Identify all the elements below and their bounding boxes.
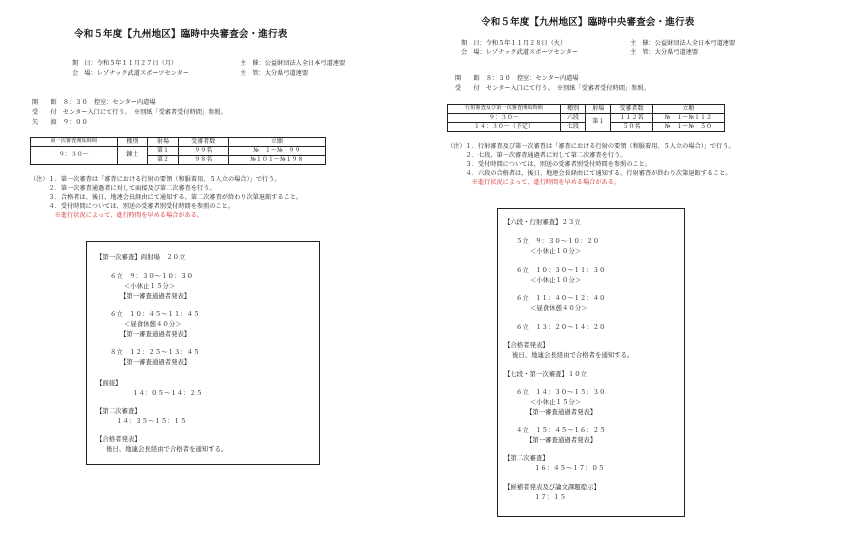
right-venue: 会 場：レゾナック武道スポーツセンター — [461, 49, 578, 56]
box-line: ５立 ９：３０～１０：２０ — [516, 237, 600, 245]
right-red-note: ※進行状況によって、進行時間を早める場合がある。 — [447, 179, 621, 186]
box-line: ６立 １４：３０～１５：３０ — [516, 388, 606, 396]
left-note-1: （注）１．第一次審査は「審査における行射の要領（和服着用、５人立の場合）」で行う。 — [30, 176, 281, 183]
box-line: １６：４５～１７：０５ — [534, 464, 605, 472]
left-red-note: ※進行状況によって、進行時間を早める場合がある。 — [30, 212, 204, 219]
box-line: ＜昼食休憩４０分＞ — [530, 304, 588, 312]
box-line: ＜小休止１０分＞ — [530, 247, 582, 255]
box-line: 後日、地連会長経由で合格者を通知する。 — [106, 445, 228, 453]
order-cell: № １～№ ５０ — [652, 123, 724, 132]
right-note-1: （注）１．行射審査及び第一次審査は「審査における行射の要領（和服着用、５人立の場合）」で行う。 — [447, 143, 735, 150]
box-line: ＜小休止１０分＞ — [530, 276, 582, 284]
left-schedule-table — [30, 137, 326, 165]
left-date: 期 日：令和５年１１月２７日（月） — [72, 60, 178, 67]
box-line: 【七段・第一次審査】１０立 — [504, 370, 588, 378]
box-line: 【第二次審査】 — [504, 454, 549, 462]
start-time-cell: ９：３０～ — [31, 147, 118, 165]
right-page-title: 令和５年度【九州地区】臨時中央審査会・進行表 — [481, 17, 695, 28]
box-line: 【候補者発表及び論文課題提示】 — [504, 483, 600, 491]
box-line: ８立 １２：２５～１３：４５ — [110, 348, 200, 356]
left-venue: 会 場：レゾナック武道スポーツセンター — [72, 70, 189, 77]
box-line: １４：３５～１５：１５ — [116, 417, 187, 425]
box-line: 【第一審査通過者発表】 — [120, 292, 191, 300]
left-sponsor: 主 催：公益財団法人全日本弓道連盟 — [240, 60, 346, 67]
place-cell: 第１ — [148, 147, 179, 156]
right-note-2: ２．七段、第一次審査通過者に対して第二次審査を行う。 — [447, 152, 627, 159]
left-reception: 受 付 センター入口にて行う。 ※別紙「受審者受付時間」参照。 — [32, 109, 227, 116]
right-note-4: ４．六段の合格者は、後日、地連会長経由にて通知する。行射審査が終わり次第退館すること。 — [447, 170, 732, 177]
place-cell: 第２ — [148, 156, 179, 165]
left-manager: 主 管：大分県弓道連盟 — [240, 70, 309, 77]
right-date: 期 日：令和５年１１月２８日（火） — [461, 40, 567, 47]
category-cell: 七段 — [560, 123, 585, 132]
right-note-3: ３．受付時間については、別送の受審者別受付時間を参照のこと。 — [447, 161, 652, 168]
box-line: 【第一審査通過者発表】 — [526, 408, 597, 416]
table-header: 射場 — [586, 105, 611, 114]
table-header: 第一次審査開始時間 — [31, 138, 118, 147]
right-reception: 受 付 センター入口にて行う。 ※別紙「受審者受付時間」参照。 — [455, 85, 650, 92]
right-schedule-box — [497, 208, 685, 517]
box-line: ６立 ９：３０～１０：３０ — [110, 272, 194, 280]
box-line: ＜昼食休憩４０分＞ — [124, 320, 182, 328]
left-note-2: ２．第一次審査通過者に対して面接及び第二次審査を行う。 — [30, 185, 216, 192]
left-schedule-box — [86, 241, 320, 465]
left-yaku: 矢 渡 ９：００ — [32, 119, 88, 126]
box-line: ＜小休止１５分＞ — [124, 282, 176, 290]
right-manager: 主 管：大分県弓道連盟 — [630, 49, 699, 56]
table-header: 種別 — [560, 105, 585, 114]
category-cell: 錬士 — [117, 147, 148, 165]
box-line: 【第一審査通過者発表】 — [526, 436, 597, 444]
left-note-4: ４．受付時間については、別送の受審者別受付時間を参照のこと。 — [30, 203, 235, 210]
table-header: 立順 — [228, 138, 325, 147]
box-line: ６立 １０：３０～１１：３０ — [516, 266, 606, 274]
box-line: 【第一次審査】両射場 ２０立 — [96, 253, 186, 261]
box-line: ＜小休止１５分＞ — [530, 398, 582, 406]
table-header: 立順 — [652, 105, 724, 114]
order-cell: № １～№ ９９ — [228, 147, 325, 156]
place-cell: 第１ — [586, 114, 611, 132]
right-open-time: 開 館 ８：３０ 控室：センター内道場 — [455, 75, 579, 82]
table-header: 受審者数 — [178, 138, 228, 147]
table-header: 射場 — [148, 138, 179, 147]
table-header: 受審者数 — [611, 105, 652, 114]
order-cell: №１０１～№１９８ — [228, 156, 325, 165]
box-line: 後日、地連会長経由で合格者を通知する。 — [512, 351, 634, 359]
order-cell: № １～№１１２ — [652, 114, 724, 123]
box-line: ６立 １３：２０～１４：２０ — [516, 323, 606, 331]
box-line: ４立 １５：４５～１６：２５ — [516, 426, 606, 434]
left-page-title: 令和５年度【九州地区】臨時中央審査会・進行表 — [74, 29, 288, 40]
category-cell: 六段 — [560, 114, 585, 123]
left-open-time: 開 館 ８：３０ 控室：センター内道場 — [32, 99, 156, 106]
box-line: 【六段・行射審査】２３立 — [504, 218, 581, 226]
box-line: 【第二次審査】 — [96, 407, 141, 415]
right-sponsor: 主 催：公益財団法人全日本弓道連盟 — [630, 40, 736, 47]
time-cell: ９：３０～ — [448, 114, 561, 123]
table-header: 行射審査及び第一次審査開始時間 — [448, 105, 561, 114]
count-cell: ９９名 — [178, 147, 228, 156]
box-line: 【合格者発表】 — [504, 341, 549, 349]
box-line: 【面接】 — [96, 379, 122, 387]
box-line: ６立 １０：４５～１１：４５ — [110, 310, 200, 318]
count-cell: ５０名 — [611, 123, 652, 132]
left-note-3: ３．合格者は、後日、地連会長経由にて通知する。第二次審査が終わり次第退館すること。 — [30, 194, 303, 201]
box-line: 【第一審査通過者発表】 — [120, 330, 191, 338]
time-cell: １４：３０～（予定） — [448, 123, 561, 132]
right-schedule-table — [447, 104, 725, 132]
box-line: １４：０５～１４：２５ — [132, 389, 203, 397]
count-cell: ９８名 — [178, 156, 228, 165]
box-line: 【合格者発表】 — [96, 435, 141, 443]
table-header: 種別 — [117, 138, 148, 147]
box-line: １７：１５ — [534, 493, 566, 501]
box-line: ６立 １１：４０～１２：４０ — [516, 294, 606, 302]
right-page — [425, 0, 850, 549]
count-cell: １１２名 — [611, 114, 652, 123]
box-line: 【第一審査通過者発表】 — [120, 358, 191, 366]
